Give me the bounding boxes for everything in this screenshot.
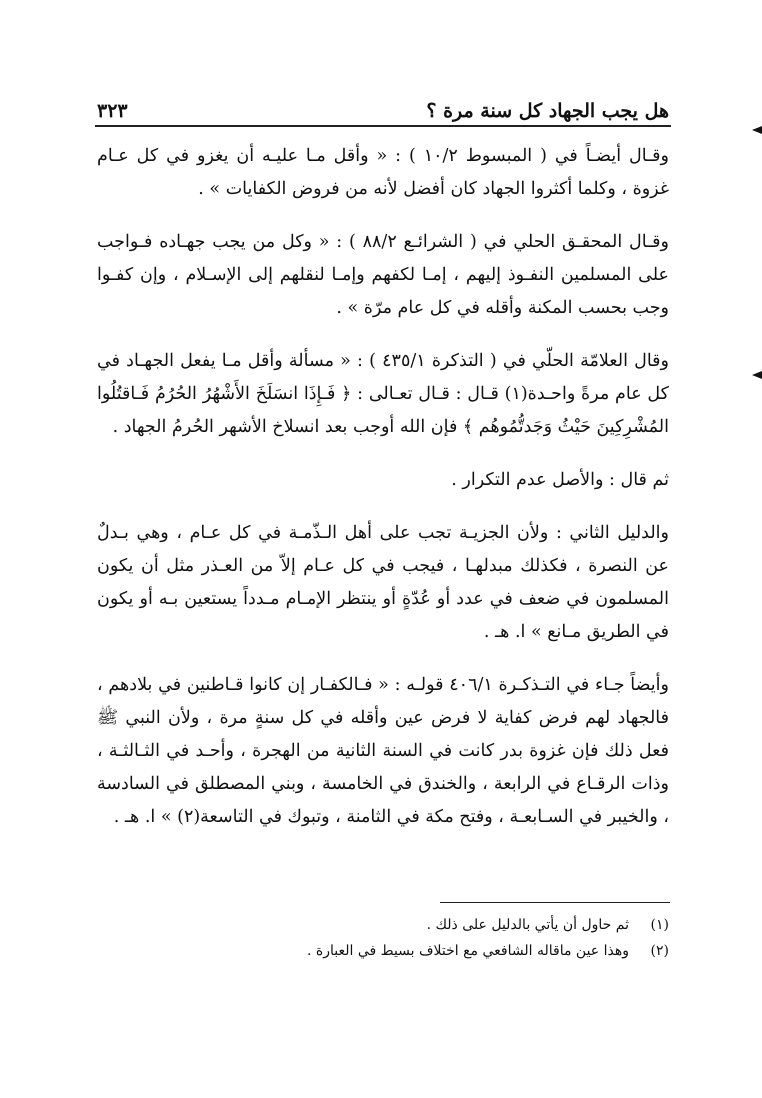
- margin-mark: [752, 126, 762, 134]
- footnote-rule: [440, 902, 670, 903]
- page-number: ٣٢٣: [97, 100, 128, 122]
- footnote-text: وهذا عين ماقاله الشافعي مع اختلاف بسيط في العبارة .: [307, 943, 629, 959]
- paragraph-5: والدليل الثاني : ولأن الجزيـة تجب على أهل الـذّمـة في كل عـام ، وهي بـدلٌ عن النصرة ، فكذلك مبدلهـا ، فيجب في كل عـام إلاّ من العـذر مثل أن يكون المسلمون في ضعف في عدد أو عُدّةٍ أو ينتظر الإمـام مـدداً يستعين بـه أو يكون في الطريق مـانع » ا. هـ .: [97, 523, 669, 642]
- paragraph-4: ثم قال : والأصل عدم التكرار .: [451, 470, 669, 490]
- paragraph-2: وقـال المحقـق الحلي في ( الشرائـع ٨٨/٢ ) : « وكل من يجب جهـاده فـواجب على المسلمين النفـوذ إليهم ، إمـا لكفهم وإمـا لنقلهم إلى الإسـلام ، وإن كفـوا وجب بحسب المكنة وأقله في كل عام مرّة » .: [97, 232, 669, 318]
- header-rule: [95, 125, 671, 127]
- footnotes: [97, 912, 669, 964]
- footnote-number: (٢): [650, 943, 669, 959]
- paragraph-3: وقال العلامّة الحلّي في ( التذكرة ٤٣٥/١ ) : « مسألة وأقل مـا يفعل الجهـاد في كل عام مرةً واحـدة(١) قـال : قـال تعـالى : ﴿ فَـإِذَا انسَلَخَ الأَشْهُرُ الحُرُمُ فَـاقتُلُوا المُشْرِكِينَ حَيْثُ وَجَدتُّمُوهُم ﴾ فإن الله أوجب بعد انسلاخ الأشهر الحُرمُ الجهاد .: [97, 351, 669, 437]
- main-text: [97, 140, 669, 834]
- running-header: [97, 96, 669, 122]
- paragraph-1: وقـال أيضـاً في ( المبسوط ١٠/٢ ) : « وأقل مـا عليـه أن يغزو في كل عـام غزوة ، وكلما أكثروا الجهاد كان أفضل لأنه من فروض الكفايات » .: [97, 146, 669, 199]
- paragraph-6: وأيضاً جـاء في التـذكـرة ٤٠٦/١ قولـه : « فـالكفـار إن كانوا قـاطنين في بلادهم ، فالجهاد لهم فرض كفاية لا فرض عين وأقله في كل سنةٍ مرة ، ولأن النبي ﷺ فعل ذلك فإن غزوة بدر كانت في السنة الثانية من الهجرة ، وأحـد في الثـالثـة ، وذات الرقـاع في الرابعة ، والخندق في الخامسة ، وبني المصطلق في السادسة ، والخيبر في السـابعـة ، وفتح مكة في الثامنة ، وتبوك في التاسعة(٢) » ا. هـ .: [97, 675, 669, 827]
- running-title: هل يجب الجهاد كل سنة مرة ؟: [426, 100, 669, 122]
- footnote-2: [97, 938, 669, 964]
- footnote-1: [97, 912, 669, 938]
- margin-mark: [752, 371, 762, 379]
- footnote-number: (١): [650, 917, 669, 933]
- footnote-text: ثم حاول أن يأتي بالدليل على ذلك .: [426, 917, 629, 933]
